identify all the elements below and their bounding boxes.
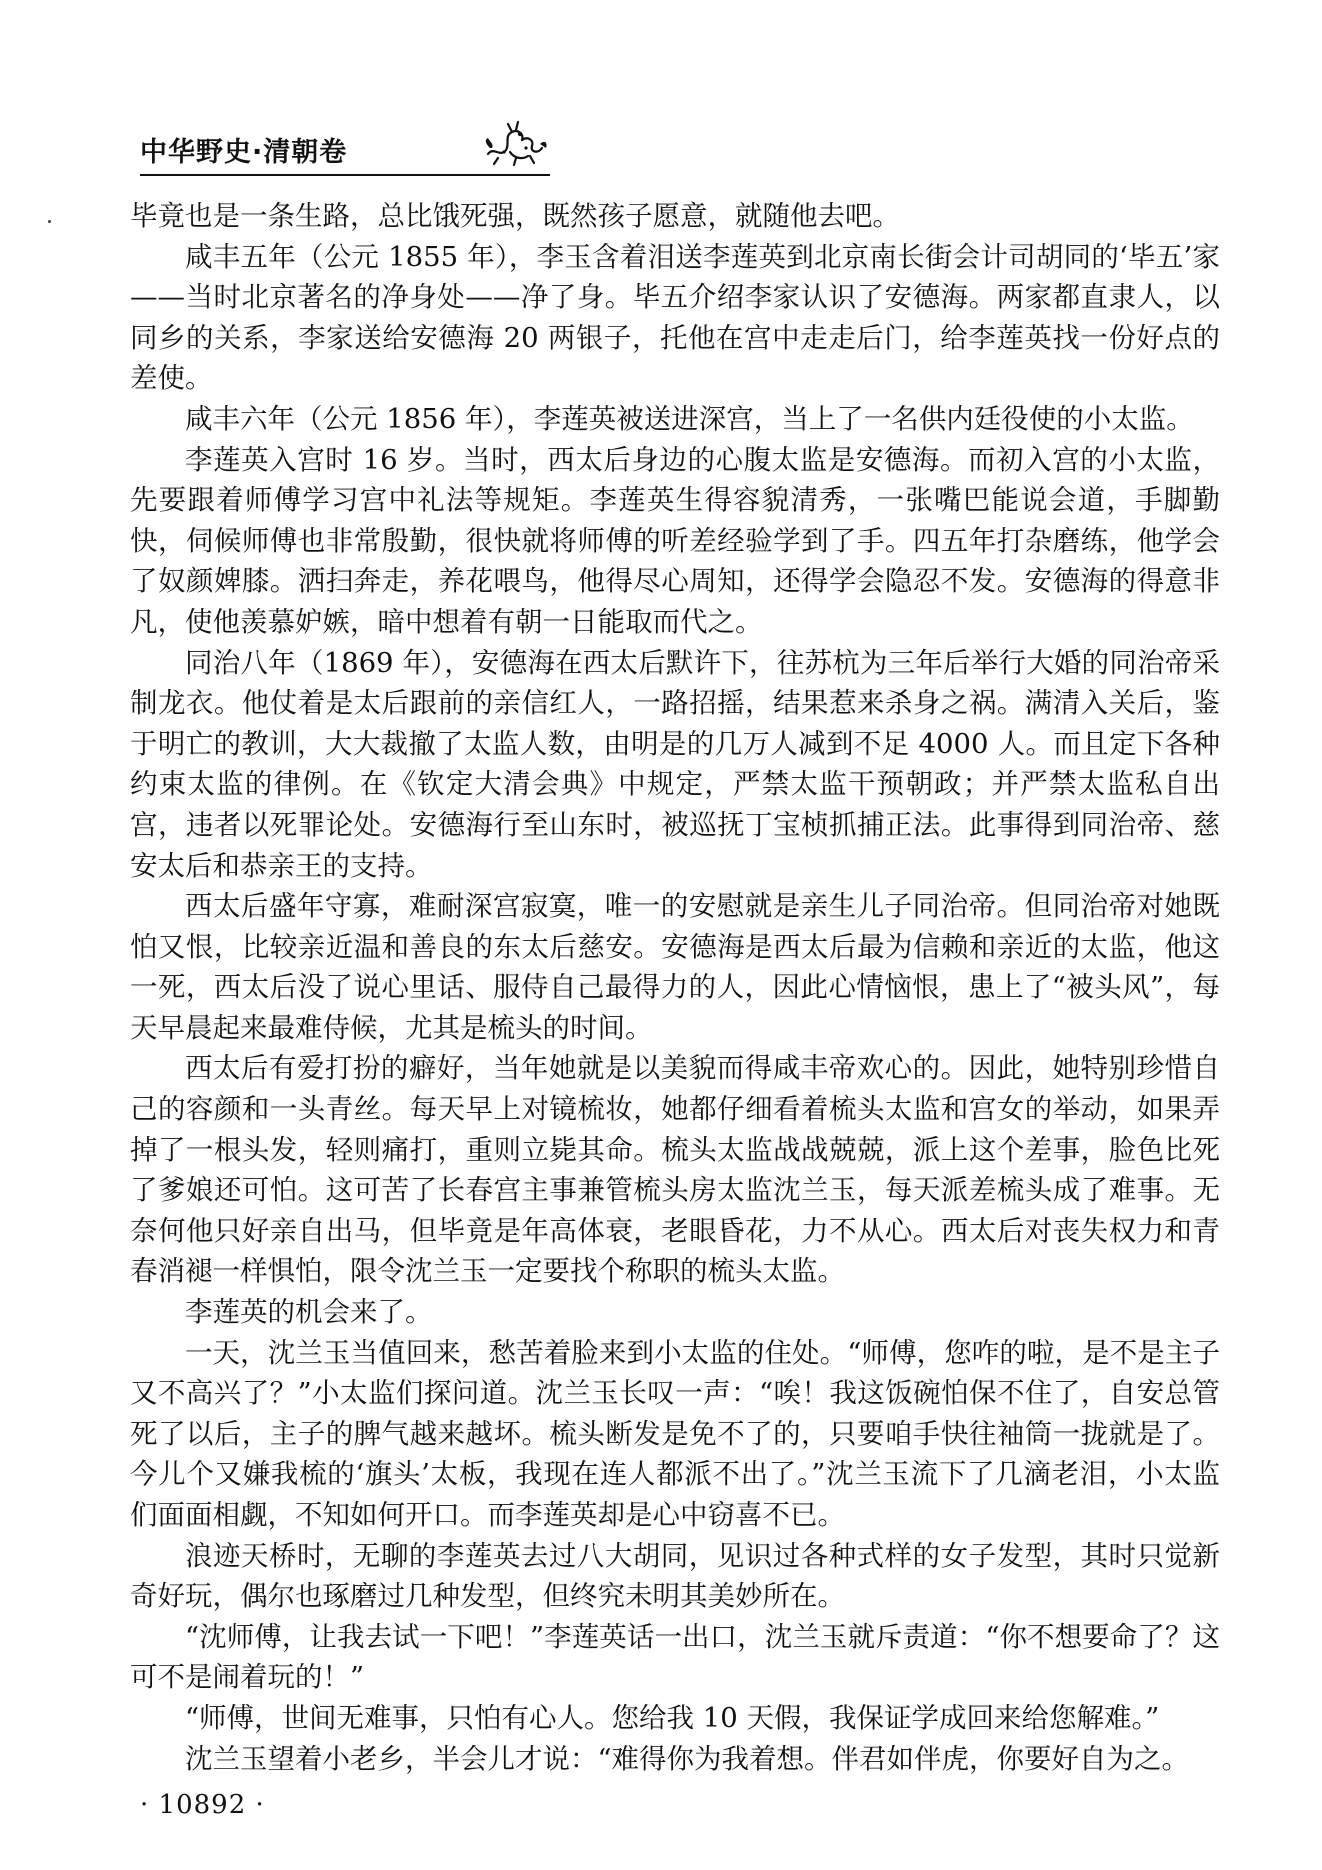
- paragraph: “师傅，世间无难事，只怕有心人。您给我 10 天假，我保证学成回来给您解难。”: [185, 1701, 1160, 1734]
- paragraph: 李莲英入宫时 16 岁。当时，西太后身边的心腹太监是安德海。而初入宫的小太监，先要跟着师傅学习宫中礼法等规矩。李莲英生得容貌清秀，一张嘴巴能说会道，手脚勤快，伺候师傅也非常殷勤，很快就将师傅的听差经验学到了手。四五年打杂磨练，他学会了奴颜婢膝。洒扫奔走，养花喂鸟，他得尽心周知，还得学会隐忍不发。安德海的得意非凡，使他羡慕妒嫉，暗中想着有朝一日能取而代之。: [130, 443, 1220, 638]
- paragraph: “沈师傅，让我去试一下吧！”李莲英话一出口，沈兰玉就斥责道：“你不想要命了？这可不是闹着玩的！”: [130, 1620, 1220, 1694]
- paragraph: 一天，沈兰玉当值回来，愁苦着脸来到小太监的住处。“师傅，您咋的啦，是不是主子又不高兴了？”小太监们探问道。沈兰玉长叹一声：“唉！我这饭碗怕保不住了，自安总管死了以后，主子的脾气越来越坏。梳头断发是免不了的，只要咱手快往袖筒一拢就是了。今儿个又嫌我梳的‘旗头’太板，我现在连人都派不出了。”沈兰玉流下了几滴老泪，小太监们面面相觑，不知如何开口。而李莲英却是心中窃喜不已。: [130, 1336, 1220, 1531]
- paragraph: 咸丰五年（公元 1855 年），李玉含着泪送李莲英到北京南长街会计司胡同的‘毕五’家——当时北京著名的净身处——净了身。毕五介绍李家认识了安德海。两家都直隶人，以同乡的关系，李家送给安德海 20 两银子，托他在宫中走走后门，给李莲英找一份好点的差使。: [130, 240, 1220, 395]
- paragraph: 毕竟也是一条生路，总比饿死强，既然孩子愿意，就随他去吧。: [130, 200, 900, 232]
- paragraph: 同治八年（1869 年），安德海在西太后默许下，往苏杭为三年后举行大婚的同治帝采制龙衣。他仗着是太后跟前的亲信红人，一路招摇，结果惹来杀身之祸。满清入关后，鉴于明亡的教训，大大裁撤了太监人数，由明是的几万人减到不足 4000 人。而且定下各种约束太监的律例。在《钦定大清会典》中规定，严禁太监干预朝政；并严禁太监私自出宫，违者以死罪论处。安德海行至山东时，被巡抚丁宝桢抓捕正法。此事得到同治帝、慈安太后和恭亲王的支持。: [130, 646, 1220, 882]
- page-number: · 10892 ·: [140, 1790, 265, 1820]
- header-rule: [140, 174, 550, 176]
- paragraph: 西太后有爱打扮的癖好，当年她就是以美貌而得咸丰帝欢心的。因此，她特别珍惜自己的容颜和一头青丝。每天早上对镜梳妆，她都仔细看着梳头太监和宫女的举动，如果弄掉了一根头发，轻则痛打，重则立毙其命。梳头太监战战兢兢，派上这个差事，脸色比死了爹娘还可怕。这可苦了长春宫主事兼管梳头房太监沈兰玉，每天派差梳头成了难事。无奈何他只好亲自出马，但毕竟是年高体衰，老眼昏花，力不从心。西太后对丧失权力和青春消褪一样惧怕，限令沈兰玉一定要找个称职的梳头太监。: [130, 1052, 1220, 1288]
- paragraph: 西太后盛年守寡，难耐深宫寂寞，唯一的安慰就是亲生儿子同治帝。但同治帝对她既怕又恨，比较亲近温和善良的东太后慈安。安德海是西太后最为信赖和亲近的太监，他这一死，西太后没了说心里话、服侍自己最得力的人，因此心情恼恨，患上了“被头风”，每天早晨起来最难侍候，尤其是梳头的时间。: [130, 890, 1220, 1044]
- book-title: 中华野史·清朝卷: [140, 137, 348, 168]
- paragraph: 沈兰玉望着小老乡，半会儿才说：“难得你为我着想。伴君如伴虎，你要好自为之。: [185, 1742, 1190, 1775]
- scan-speck: [48, 220, 51, 223]
- body-text: [130, 196, 1220, 1779]
- paragraph: 浪迹天桥时，无聊的李莲英去过八大胡同，见识过各种式样的女子发型，其时只觉新奇好玩，偶尔也琢磨过几种发型，但终究未明其美妙所在。: [130, 1539, 1220, 1613]
- paragraph: 李莲英的机会来了。: [185, 1296, 433, 1329]
- running-header: [140, 118, 550, 184]
- paragraph: 咸丰六年（公元 1856 年），李莲英被送进深宫，当上了一名供内廷役使的小太监。: [185, 402, 1194, 435]
- dragon-emblem-icon: [480, 118, 550, 168]
